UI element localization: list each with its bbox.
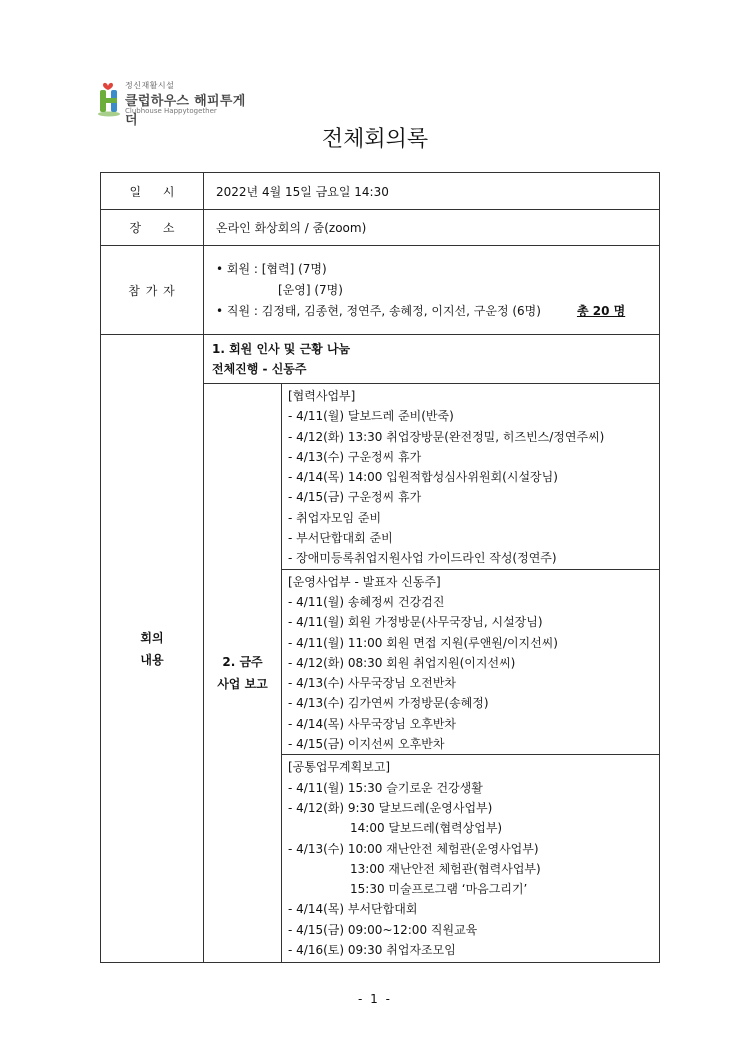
list-item: - 4/11(월) 회원 가정방문(사무국장님, 시설장님) bbox=[288, 615, 543, 630]
attendees-members-operation: [운영] (7명) bbox=[278, 282, 343, 297]
list-item: - 4/11(월) 15:30 슬기로운 건강생활 bbox=[288, 780, 483, 795]
section1-row bbox=[101, 335, 660, 384]
list-item: - 4/13(수) 10:00 재난안전 체험관(운영사업부) bbox=[288, 841, 539, 856]
list-item: 14:00 달보드레(협력상업부) bbox=[350, 821, 503, 836]
list-item: - 취업자모임 준비 bbox=[288, 510, 382, 525]
operation-dept-block bbox=[282, 569, 660, 755]
section2-label-line2: 사업 보고 bbox=[217, 677, 268, 692]
list-item: - 4/15(금) 구운정씨 휴가 bbox=[288, 490, 422, 505]
list-item: [공통업무계획보고] bbox=[288, 760, 391, 775]
section2-label-line1: 2. 금주 bbox=[222, 655, 263, 670]
cooperation-dept-block bbox=[282, 384, 660, 570]
place-value: 온라인 화상회의 / 줌(zoom) bbox=[204, 210, 660, 246]
attendees-staff: • 직원 : 김정태, 김종현, 정연주, 송혜정, 이지선, 구운정 (6명) bbox=[216, 303, 541, 318]
attendees-label: 참 가 자 bbox=[101, 246, 204, 335]
list-item: - 4/14(목) 부서단합대회 bbox=[288, 902, 418, 917]
attendees-staff-line bbox=[216, 301, 659, 322]
list-item: - 4/14(목) 14:00 입원적합성심사위원회(시설장님) bbox=[288, 470, 558, 485]
list-item: - 4/11(월) 달보드레 준비(반죽) bbox=[288, 409, 454, 424]
page-number: - 1 - bbox=[358, 992, 392, 1006]
document-title: 전체회의록 bbox=[321, 127, 429, 152]
list-item: - 4/12(화) 08:30 회원 취업지원(이지선씨) bbox=[288, 655, 516, 670]
attendees-members: • 회원 : [협력] (7명) bbox=[216, 261, 327, 276]
minutes-table bbox=[100, 172, 660, 963]
list-item: - 4/13(수) 김가연씨 가정방문(송혜정) bbox=[288, 696, 489, 711]
content-label-line1: 회의 bbox=[140, 630, 164, 645]
section1-cell bbox=[204, 335, 660, 384]
list-item: - 4/15(금) 이지선씨 오후반차 bbox=[288, 737, 445, 752]
date-value: 2022년 4월 15일 금요일 14:30 bbox=[204, 173, 660, 210]
section2-label bbox=[204, 384, 282, 963]
date-label: 일 시 bbox=[101, 173, 204, 210]
list-item: [협력사업부] bbox=[288, 389, 356, 403]
logo-name: 클럽하우스 해피투게더 bbox=[125, 94, 246, 128]
logo-supertext: 정신재활시설 bbox=[125, 81, 175, 90]
list-item: [운영사업부 - 발표자 신동주] bbox=[288, 574, 441, 589]
org-logo bbox=[96, 78, 256, 128]
date-row bbox=[101, 173, 660, 210]
list-item: - 부서단합대회 준비 bbox=[288, 531, 393, 546]
place-row bbox=[101, 210, 660, 246]
logo-english-name: Clubhouse Happytogether bbox=[125, 107, 217, 115]
section1-heading: 1. 회원 인사 및 근황 나눔 bbox=[212, 342, 351, 356]
content-label bbox=[101, 335, 204, 963]
list-item: - 4/12(화) 13:30 취업장방문(완전정밀, 히즈빈스/정연주씨) bbox=[288, 429, 605, 444]
place-label: 장 소 bbox=[101, 210, 204, 246]
list-item: - 4/11(월) 송혜정씨 건강검진 bbox=[288, 594, 445, 609]
content-label-line2: 내용 bbox=[140, 652, 164, 667]
list-item: - 장애미등록취업지원사업 가이드라인 작성(정연주) bbox=[288, 551, 557, 566]
list-item: - 4/15(금) 09:00~12:00 직원교육 bbox=[288, 922, 478, 937]
attendees-row bbox=[101, 246, 660, 335]
logo-h-icon bbox=[96, 78, 124, 118]
attendees-value bbox=[204, 246, 660, 335]
list-item: - 4/12(화) 9:30 달보드레(운영사업부) bbox=[288, 800, 493, 815]
list-item: - 4/11(월) 11:00 회원 면접 지원(루앤원/이지선씨) bbox=[288, 635, 558, 650]
list-item: 13:00 재난안전 체험관(협력사업부) bbox=[350, 861, 541, 876]
list-item: - 4/13(수) 사무국장님 오전반차 bbox=[288, 676, 457, 691]
list-item: - 4/14(목) 사무국장님 오후반차 bbox=[288, 716, 457, 731]
common-plan-block bbox=[282, 755, 660, 963]
attendees-total: 총 20 명 bbox=[576, 303, 626, 318]
list-item: - 4/13(수) 구운정씨 휴가 bbox=[288, 449, 422, 464]
list-item: - 4/16(토) 09:30 취업자조모임 bbox=[288, 943, 456, 958]
list-item: 15:30 미술프로그램 ‘마음그리기’ bbox=[350, 882, 528, 897]
section1-sub: 전체진행 - 신동주 bbox=[212, 362, 307, 376]
